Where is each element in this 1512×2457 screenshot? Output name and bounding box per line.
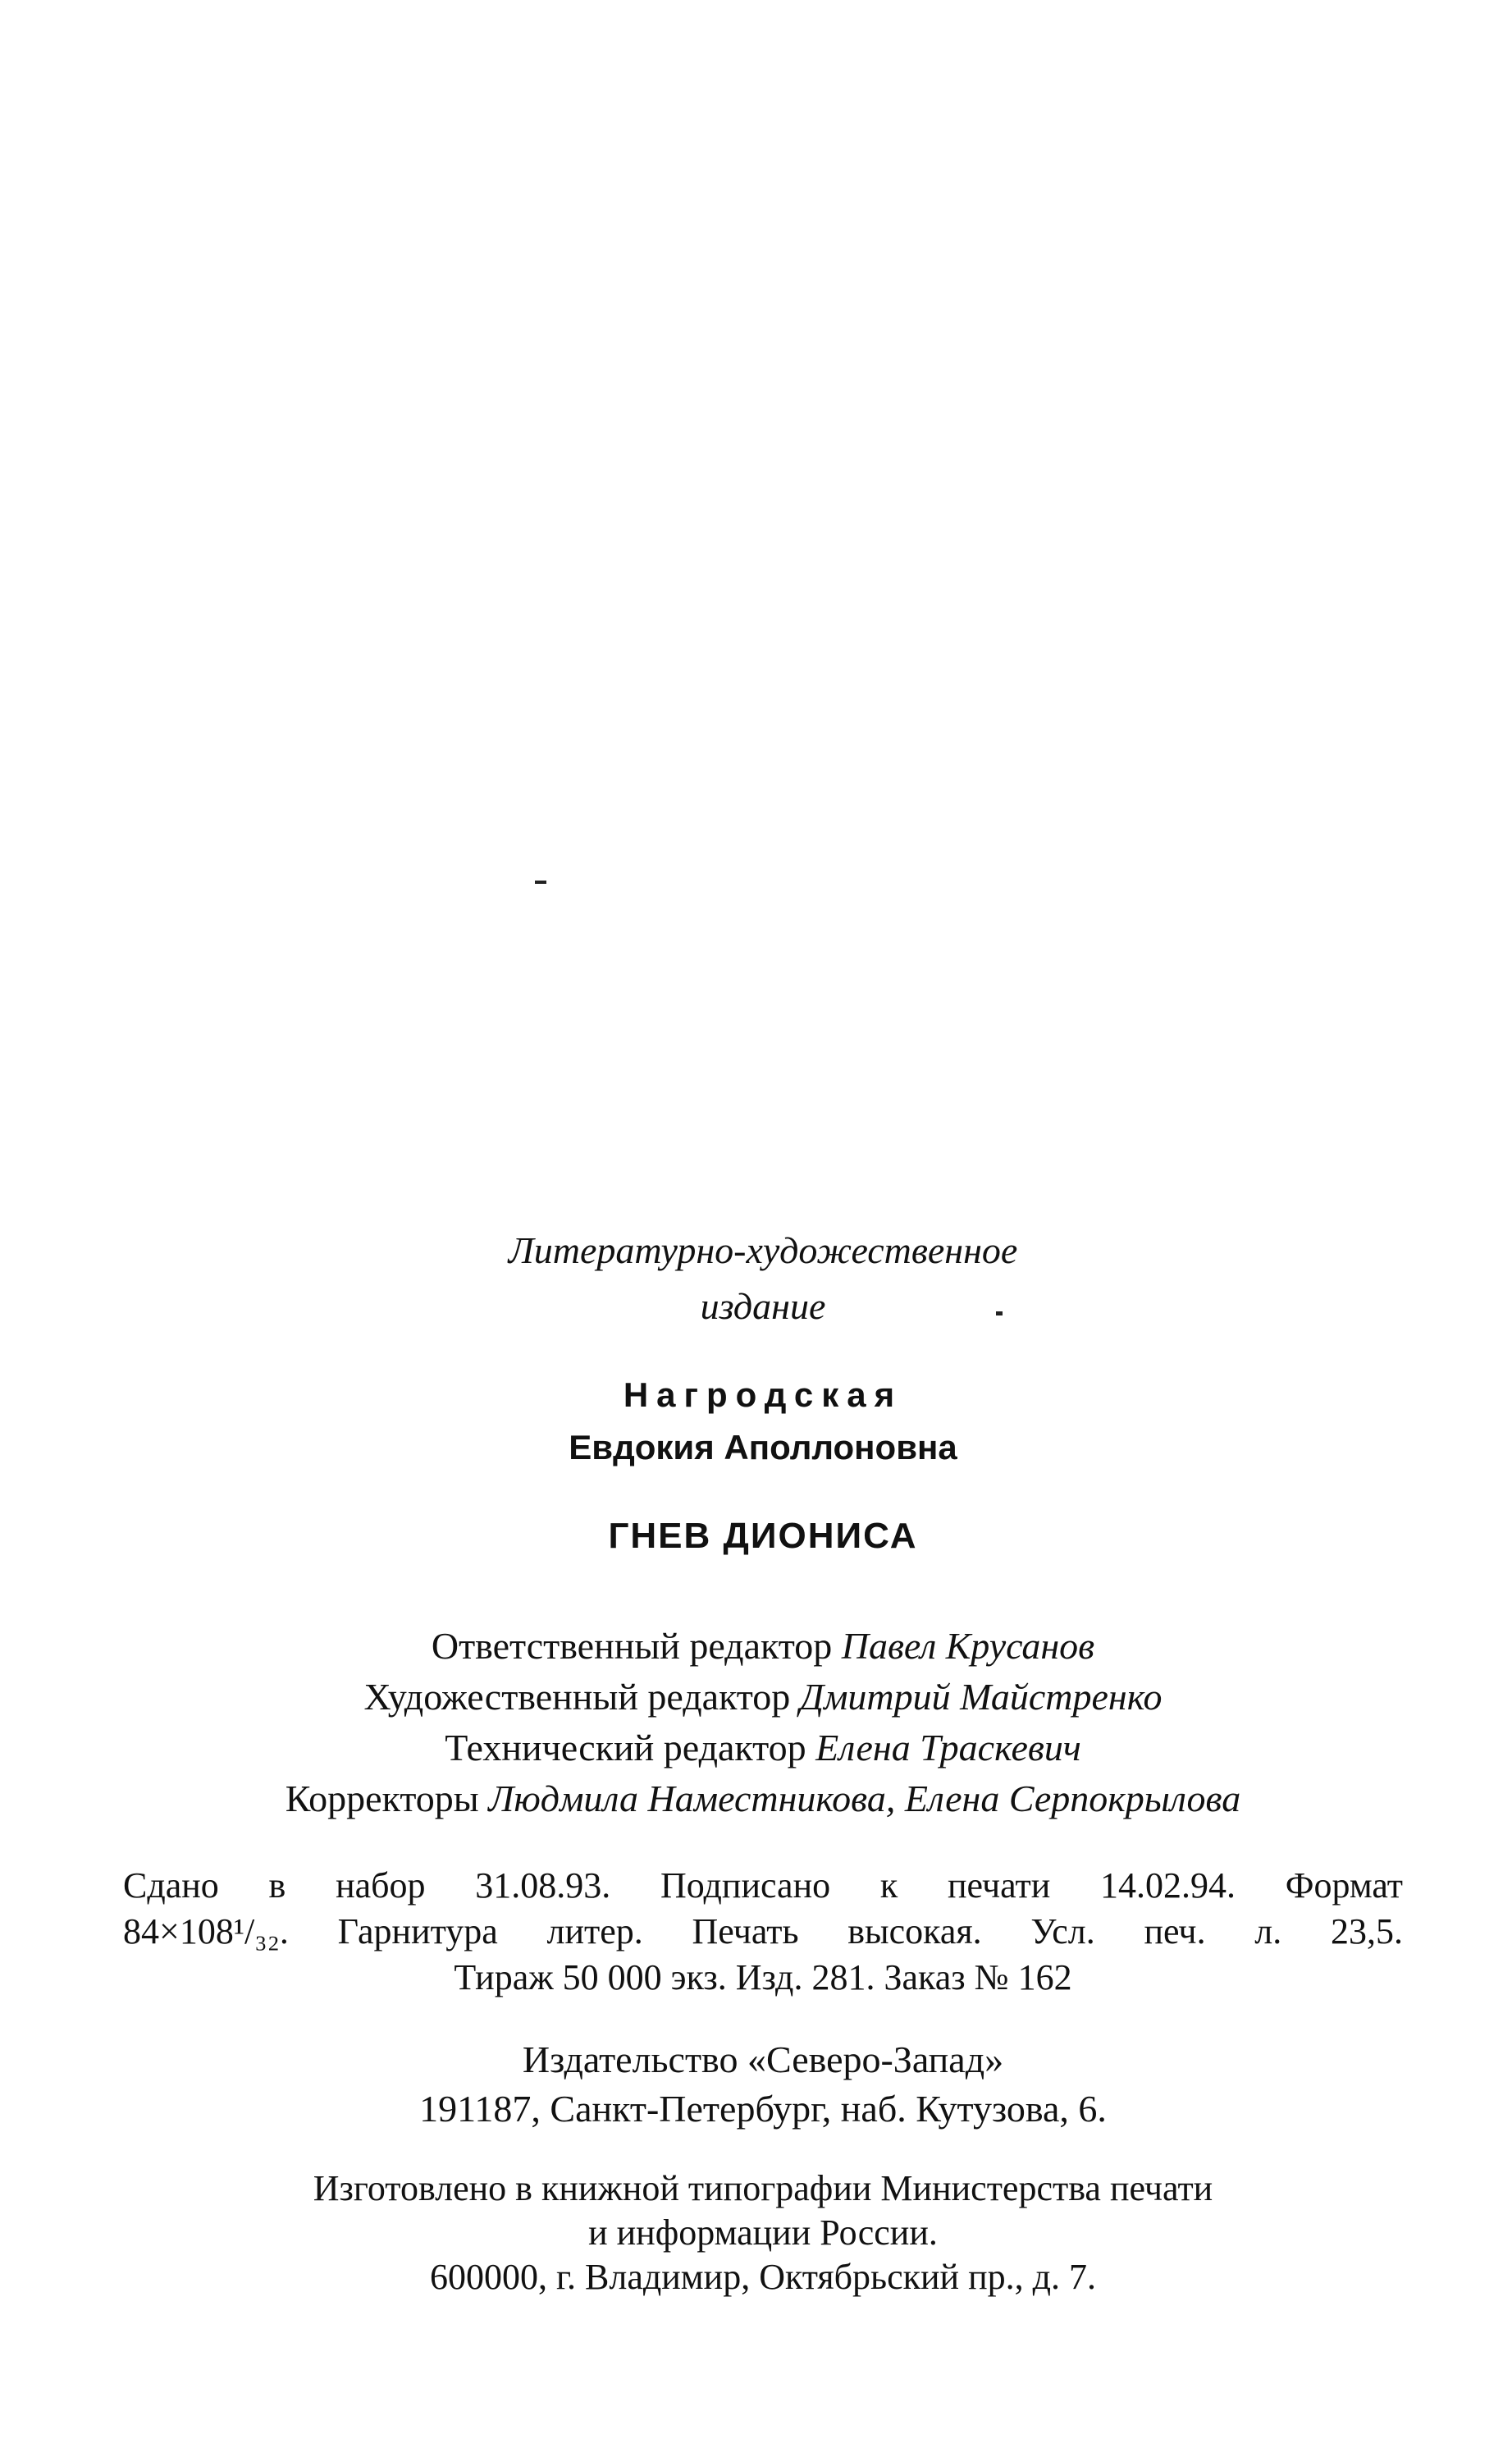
author-name [123,1369,1403,1474]
author-given-names: Евдокия Аполлоновна [569,1428,957,1466]
printer-line-3: 600000, г. Владимир, Октябрьский пр., д. 7. [429,2257,1097,2297]
printing-line-3: Тираж 50 000 экз. Изд. 281. Заказ № 162 [454,1957,1072,1997]
staff-role: Ответственный редактор [431,1625,833,1667]
staff-person: Людмила Наместникова, Елена Серпокрылова [488,1778,1241,1819]
publisher-info [123,2035,1403,2134]
staff-line [123,1773,1403,1824]
printer-line-1: Изготовлено в книжной типографии Министерства печати [313,2168,1213,2208]
printer-info [123,2166,1403,2299]
book-title [123,1512,1403,1561]
edition-type-line-2: издание [700,1285,826,1327]
printing-line-2: 84×108¹/₃₂. Гарнитура литер. Печать высокая. Усл. печ. л. 23,5. [123,1911,1403,1951]
author-surname: Нагродская [623,1375,903,1414]
publisher-name: Издательство «Северо-Запад» [522,2038,1004,2080]
staff-person: Дмитрий Майстренко [799,1676,1163,1718]
editorial-staff [123,1621,1403,1824]
edition-type [123,1223,1403,1334]
publisher-address: 191187, Санкт-Петербург, наб. Кутузова, 6. [419,2088,1107,2130]
staff-line [123,1621,1403,1672]
staff-role: Корректоры [285,1778,479,1819]
book-title-text: ГНЕВ ДИОНИСА [608,1516,918,1556]
print-speck [535,881,546,884]
staff-line [123,1723,1403,1773]
staff-line [123,1672,1403,1723]
staff-role: Технический редактор [445,1727,806,1768]
printing-line-1: Сдано в набор 31.08.93. Подписано к печати 14.02.94. Формат [123,1865,1403,1906]
printer-line-2: и информации России. [588,2212,938,2253]
edition-type-line-1: Литературно-художественное [508,1229,1018,1271]
staff-role: Художественный редактор [363,1676,791,1718]
staff-person: Елена Траскевич [815,1727,1081,1768]
printing-details [123,1863,1403,2001]
staff-person: Павел Крусанов [841,1625,1095,1667]
